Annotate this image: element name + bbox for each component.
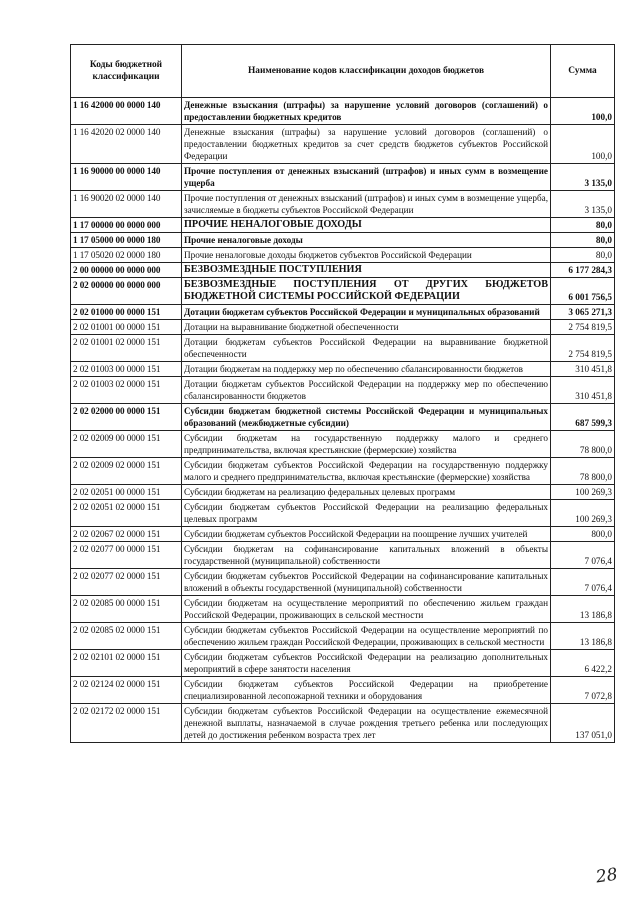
- row-code: 2 02 02000 00 0000 151: [71, 404, 182, 431]
- row-code: 1 16 42020 02 0000 140: [71, 125, 182, 164]
- header-name: Наименование кодов классификации доходов бюджетов: [182, 45, 551, 98]
- row-sum: 7 076,4: [551, 569, 615, 596]
- row-code: 2 02 02077 02 0000 151: [71, 569, 182, 596]
- row-name: Денежные взыскания (штрафы) за нарушение условий договоров (соглашений) о предоставлении бюджетных кредитов за счет средств бюджетов субъектов Российской Федерации: [182, 125, 551, 164]
- row-code: 2 02 02009 00 0000 151: [71, 431, 182, 458]
- row-name: БЕЗВОЗМЕЗДНЫЕ ПОСТУПЛЕНИЯ: [182, 263, 551, 278]
- row-name: Прочие неналоговые доходы: [182, 233, 551, 248]
- budget-table-page: [70, 44, 614, 743]
- row-name: Субсидии бюджетам субъектов Российской Федерации на реализацию дополнительных мероприятий в сфере занятости населения: [182, 650, 551, 677]
- row-sum: 6 177 284,3: [551, 263, 615, 278]
- table-row: [71, 458, 615, 485]
- row-code: 2 02 02051 02 0000 151: [71, 500, 182, 527]
- table-row: [71, 677, 615, 704]
- table-row: [71, 596, 615, 623]
- row-name: Дотации бюджетам субъектов Российской Федерации на поддержку мер по обеспечению сбалансированности бюджетов: [182, 377, 551, 404]
- table-row: [71, 362, 615, 377]
- budget-revenue-table: [70, 44, 615, 743]
- row-code: 1 16 90000 00 0000 140: [71, 164, 182, 191]
- row-code: 2 02 02124 02 0000 151: [71, 677, 182, 704]
- table-row: [71, 164, 615, 191]
- row-code: 2 02 02085 02 0000 151: [71, 623, 182, 650]
- table-row: [71, 98, 615, 125]
- row-sum: 800,0: [551, 527, 615, 542]
- row-sum: 80,0: [551, 248, 615, 263]
- row-name: Субсидии бюджетам субъектов Российской Федерации на поощрение лучших учителей: [182, 527, 551, 542]
- row-sum: 78 800,0: [551, 431, 615, 458]
- row-name: Дотации на выравнивание бюджетной обеспеченности: [182, 320, 551, 335]
- row-code: 1 16 42000 00 0000 140: [71, 98, 182, 125]
- row-sum: 137 051,0: [551, 704, 615, 743]
- row-code: 2 00 00000 00 0000 000: [71, 263, 182, 278]
- row-code: 1 17 05000 00 0000 180: [71, 233, 182, 248]
- row-code: 1 17 00000 00 0000 000: [71, 218, 182, 233]
- row-sum: 7 072,8: [551, 677, 615, 704]
- row-sum: 7 076,4: [551, 542, 615, 569]
- row-code: 2 02 01001 00 0000 151: [71, 320, 182, 335]
- row-sum: 687 599,3: [551, 404, 615, 431]
- row-name: Субсидии бюджетам субъектов Российской Федерации на реализацию федеральных целевых программ: [182, 500, 551, 527]
- row-name: Дотации бюджетам на поддержку мер по обеспечению сбалансированности бюджетов: [182, 362, 551, 377]
- table-row: [71, 377, 615, 404]
- row-sum: 13 186,8: [551, 596, 615, 623]
- row-name: Субсидии бюджетам субъектов Российской Федерации на государственную поддержку малого и среднего предпринимательства, включая крестьянские (фермерские) хозяйства: [182, 458, 551, 485]
- table-row: [71, 542, 615, 569]
- page-number: 28: [594, 864, 619, 888]
- row-code: 1 17 05020 02 0000 180: [71, 248, 182, 263]
- row-name: Субсидии бюджетам субъектов Российской Федерации на осуществление ежемесячной денежной выплаты, назначаемой в случае рождения третьего ребенка или последующих детей до достижения ребенком возраста трех лет: [182, 704, 551, 743]
- row-name: Субсидии бюджетам субъектов Российской Федерации на приобретение специализированной лесопожарной техники и оборудования: [182, 677, 551, 704]
- table-row: [71, 320, 615, 335]
- row-code: 1 16 90020 02 0000 140: [71, 191, 182, 218]
- table-row: [71, 704, 615, 743]
- row-code: 2 02 02172 02 0000 151: [71, 704, 182, 743]
- row-code: 2 02 02009 02 0000 151: [71, 458, 182, 485]
- row-code: 2 02 02051 00 0000 151: [71, 485, 182, 500]
- table-row: [71, 218, 615, 233]
- row-sum: 13 186,8: [551, 623, 615, 650]
- table-row: [71, 485, 615, 500]
- row-code: 2 02 00000 00 0000 000: [71, 278, 182, 305]
- table-row: [71, 278, 615, 305]
- table-row: [71, 500, 615, 527]
- row-name: Прочие поступления от денежных взысканий (штрафов) и иных сумм в возмещение ущерба, зачисляемые в бюджеты субъектов Российской Федерации: [182, 191, 551, 218]
- row-name: Дотации бюджетам субъектов Российской Федерации и муниципальных образований: [182, 305, 551, 320]
- row-name: Субсидии бюджетам субъектов Российской Федерации на софинансирование капитальных вложений в объекты государственной (муниципальной) собственности: [182, 569, 551, 596]
- table-row: [71, 335, 615, 362]
- row-sum: 100 269,3: [551, 485, 615, 500]
- row-sum: 6 422,2: [551, 650, 615, 677]
- row-sum: 80,0: [551, 233, 615, 248]
- table-row: [71, 650, 615, 677]
- row-name: Субсидии бюджетам на осуществление мероприятий по обеспечению жильем граждан Российской Федерации, проживающих в сельской местности: [182, 596, 551, 623]
- row-sum: 3 065 271,3: [551, 305, 615, 320]
- row-name: Субсидии бюджетам на государственную поддержку малого и среднего предпринимательства, включая крестьянские (фермерские) хозяйства: [182, 431, 551, 458]
- row-sum: 310 451,8: [551, 377, 615, 404]
- row-sum: 3 135,0: [551, 191, 615, 218]
- row-code: 2 02 01001 02 0000 151: [71, 335, 182, 362]
- table-row: [71, 233, 615, 248]
- header-sum: Сумма: [551, 45, 615, 98]
- row-sum: 100,0: [551, 98, 615, 125]
- row-code: 2 02 02067 02 0000 151: [71, 527, 182, 542]
- row-name: Субсидии бюджетам на софинансирование капитальных вложений в объекты государственной (муниципальной) собственности: [182, 542, 551, 569]
- row-name: Денежные взыскания (штрафы) за нарушение условий договоров (соглашений) о предоставлении бюджетных кредитов: [182, 98, 551, 125]
- table-header-row: [71, 45, 615, 98]
- row-code: 2 02 01003 00 0000 151: [71, 362, 182, 377]
- row-name: ПРОЧИЕ НЕНАЛОГОВЫЕ ДОХОДЫ: [182, 218, 551, 233]
- row-code: 2 02 02085 00 0000 151: [71, 596, 182, 623]
- row-sum: 100,0: [551, 125, 615, 164]
- row-sum: 80,0: [551, 218, 615, 233]
- row-sum: 2 754 819,5: [551, 335, 615, 362]
- row-name: Дотации бюджетам субъектов Российской Федерации на выравнивание бюджетной обеспеченности: [182, 335, 551, 362]
- table-row: [71, 623, 615, 650]
- row-code: 2 02 01000 00 0000 151: [71, 305, 182, 320]
- header-code: Коды бюджетной классификации: [71, 45, 182, 98]
- table-row: [71, 248, 615, 263]
- table-row: [71, 305, 615, 320]
- row-sum: 100 269,3: [551, 500, 615, 527]
- table-row: [71, 527, 615, 542]
- row-name: Прочие неналоговые доходы бюджетов субъектов Российской Федерации: [182, 248, 551, 263]
- table-body: [71, 98, 615, 743]
- table-row: [71, 125, 615, 164]
- row-name: Субсидии бюджетам на реализацию федеральных целевых программ: [182, 485, 551, 500]
- row-name: Субсидии бюджетам бюджетной системы Российской Федерации и муниципальных образований (межбюджетные субсидии): [182, 404, 551, 431]
- table-row: [71, 569, 615, 596]
- row-sum: 310 451,8: [551, 362, 615, 377]
- table-row: [71, 191, 615, 218]
- row-code: 2 02 02077 00 0000 151: [71, 542, 182, 569]
- row-sum: 6 001 756,5: [551, 278, 615, 305]
- row-name: Прочие поступления от денежных взысканий (штрафов) и иных сумм в возмещение ущерба: [182, 164, 551, 191]
- row-name: Субсидии бюджетам субъектов Российской Федерации на осуществление мероприятий по обеспечению жильем граждан Российской Федерации, проживающих в сельской местности: [182, 623, 551, 650]
- row-sum: 2 754 819,5: [551, 320, 615, 335]
- row-name: БЕЗВОЗМЕЗДНЫЕ ПОСТУПЛЕНИЯ ОТ ДРУГИХ БЮДЖЕТОВ БЮДЖЕТНОЙ СИСТЕМЫ РОССИЙСКОЙ ФЕДЕРАЦИИ: [182, 278, 551, 305]
- row-sum: 3 135,0: [551, 164, 615, 191]
- row-sum: 78 800,0: [551, 458, 615, 485]
- table-row: [71, 431, 615, 458]
- table-row: [71, 263, 615, 278]
- table-row: [71, 404, 615, 431]
- row-code: 2 02 02101 02 0000 151: [71, 650, 182, 677]
- row-code: 2 02 01003 02 0000 151: [71, 377, 182, 404]
